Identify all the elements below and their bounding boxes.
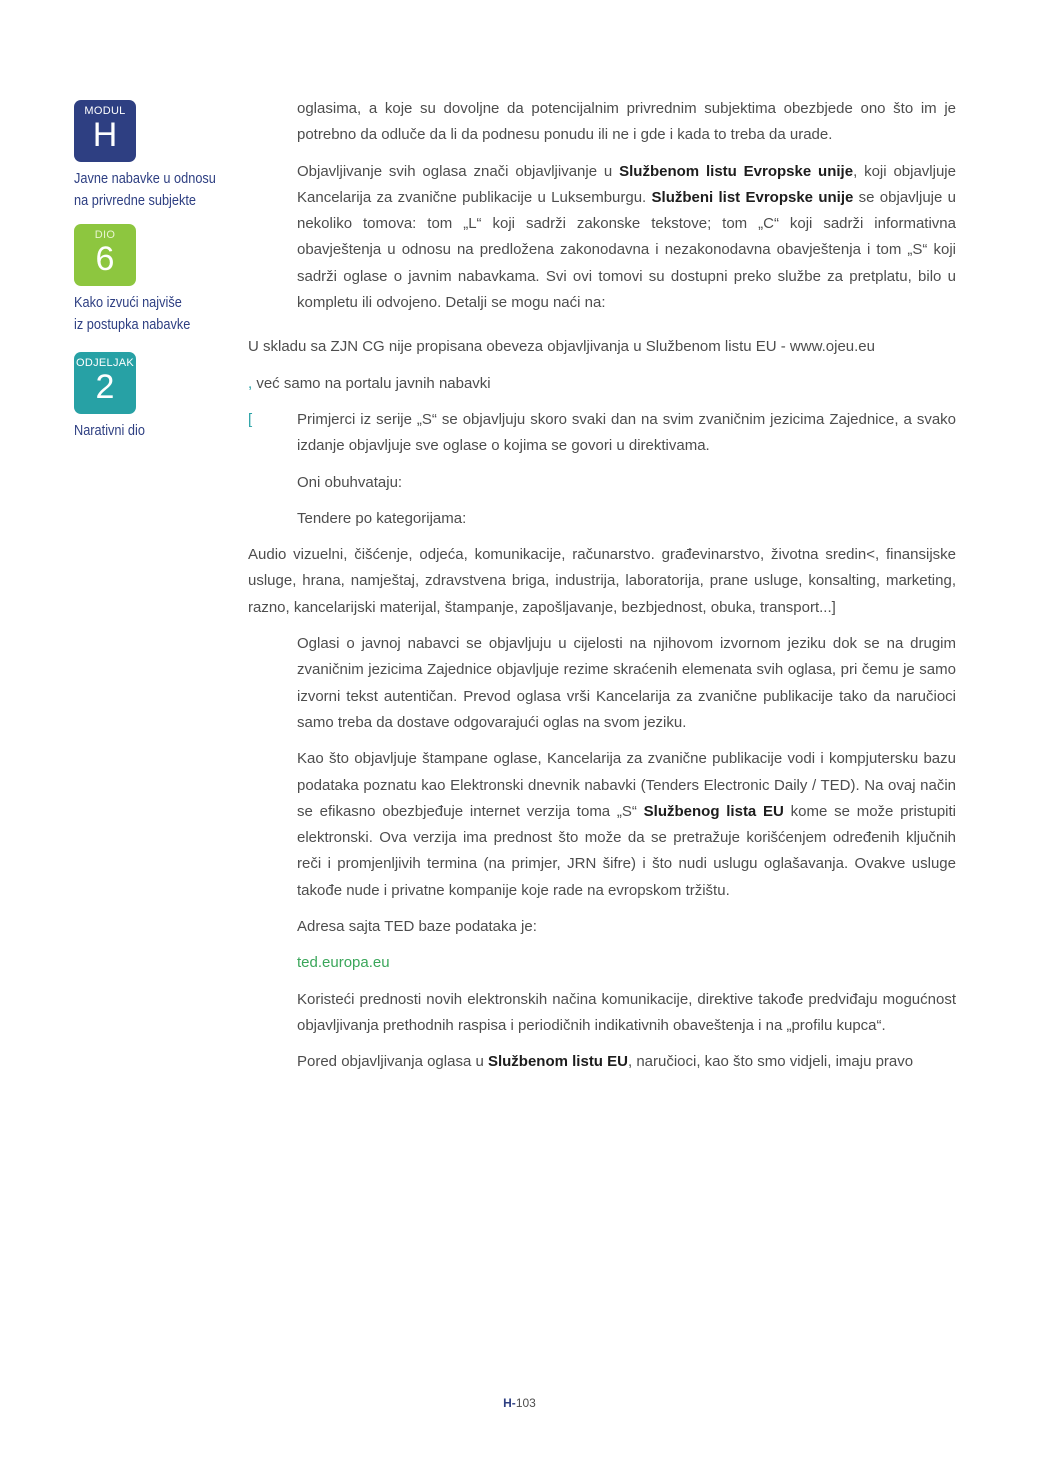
odjeljak-badge xyxy=(74,352,136,414)
paragraph-2-bold-2: Službeni list Evropske unije xyxy=(651,188,854,206)
modul-badge-letter: H xyxy=(92,116,118,154)
footer-prefix: H- xyxy=(503,1396,516,1410)
ted-link-row xyxy=(248,950,956,976)
sidebar xyxy=(74,100,244,442)
modul-badge-caption: MODUL xyxy=(84,105,126,117)
modul-label xyxy=(74,168,224,212)
paragraph-8: Audio vizuelni, čišćenje, odjeća, komunikacije, računarstvo. građevinarstvo, životna sredin<, finansijske usluge, hrana, namještaj, zdravstvena briga, industrija, laboratorija, prane usluge, konsalting, marketing, razno, kancelarijski materijal, štampanje, zapošljavanje, bezbjednost, obuka, transport...] xyxy=(248,546,956,616)
bracket-block xyxy=(248,407,956,460)
page-footer xyxy=(0,1396,1039,1410)
paragraph-11: Adresa sajta TED baze podataka je: xyxy=(297,918,537,936)
dio-label-line-2: iz postupka nabavke xyxy=(74,317,191,333)
odjeljak-badge-caption: ODJELJAK xyxy=(75,357,135,369)
paragraph-2 xyxy=(248,159,956,317)
dio-badge-caption: DIO xyxy=(94,229,116,241)
paragraph-5: Primjerci iz serije „S“ se objavljuju skoro svaki dan na svim zvaničnim jezicima Zajednice, a svako izdanje objavljuje sve oglase o kojima se govori u direktivama. xyxy=(297,410,956,455)
paragraph-3: U skladu sa ZJN CG nije propisana obeveza objavljivanja u Službenom listu EU - www.ojeu.eu xyxy=(248,338,875,356)
paragraph-10-bold: Službenog lista EU xyxy=(643,802,784,820)
modul-badge xyxy=(74,100,136,162)
ted-link[interactable]: ted.europa.eu xyxy=(297,954,390,972)
paragraph-4 xyxy=(248,371,956,397)
dio-label xyxy=(74,292,224,336)
paragraph-1: oglasima, a koje su dovoljne da potencijalnim privrednim subjektima obezbjede ono što im je potrebno da odluče da li da podnesu ponudu ili ne i gde i kada to treba da urade. xyxy=(297,100,956,144)
paragraph-2-text-a: Objavljivanje svih oglasa znači objavljivanje u xyxy=(297,162,620,180)
paragraph-9: Oglasi o javnoj nabavci se objavljuju u cijelosti na njihovom izvornom jeziku dok se na drugim zvaničnim jezicima Zajednice objavljuje rezime skraćenih elemenata svih oglasa, pri čemu je samo izvorni tekst autentičan. Prevod oglasa vrši Kancelarija za zvanične publikacije tako da naručioci samo treba da dostave odgovarajući oglas na svom jeziku. xyxy=(297,635,956,731)
paragraph-7: Tendere po kategorijama: xyxy=(297,509,467,527)
dio-label-line-1: Kako izvući najviše xyxy=(74,295,182,311)
paragraph-2-bold-1: Službenom listu Evropske unije xyxy=(619,162,854,180)
paragraph-6: Oni obuhvataju: xyxy=(297,473,403,491)
paragraph-14-bold: Službenom listu EU xyxy=(487,1053,628,1071)
page-number: 103 xyxy=(515,1396,536,1410)
paragraph-14-text-a: Pored objavljivanja oglasa u xyxy=(297,1053,488,1071)
paragraph-4-comma: , xyxy=(248,374,253,392)
dio-badge xyxy=(74,224,136,286)
paragraph-10-text-a: Kao što objavljuje štampane oglase, Kancelarija za zvanične publikacije vodi i kompjutersku bazu podataka poznatu kao Elektronski dnevnik nabavki (Tenders Electronic Daily / TED). Na ovaj način se efikasno obezbjeđuje internet verzija toma „S“ xyxy=(297,750,956,820)
paragraph-10-text-c: kome se može pristupiti elektronski. Ova verzija ima prednost što može da se pretražuje korišćenjem određenih ključnih reči i promjenljivih termina (na primjer, JRN šifre) i što nudi uslugu oglašavanja. Ovakve usluge takođe nude i privatne kompanije koje rade na evropskom tržištu. xyxy=(297,802,956,899)
odjeljak-label-line-1: Narativni dio xyxy=(74,423,145,439)
modul-label-line-1: Javne nabavke u odnosu xyxy=(74,171,216,187)
dio-badge-number: 6 xyxy=(95,240,115,278)
paragraph-13: Koristeći prednosti novih elektronskih načina komunikacije, direktive takođe predviđaju mogućnost objavljivanja prethodnih raspisa i periodičnih indikativnih obaveštenja i na „profilu kupca“. xyxy=(297,990,956,1034)
paragraph-14-text-c: , naručioci, kao što smo vidjeli, imaju pravo xyxy=(627,1053,914,1071)
paragraph-2-text-d: se objavljuje u nekoliko tomova: tom „L“ koji sadrži zakonske tekstove; tom „C“ koji sadrži informativna obavještenja u odnosu na predložena zakonodavna i nezakonodavna obavještenja i tom „S“ koji sadrži oglase o javnim nabavkama. Svi ovi tomovi su dostupni preko službe za pretplatu, bilo u kompletu ili odvojeno. Detalji se mogu naći na: xyxy=(297,188,956,312)
paragraph-14 xyxy=(248,1049,956,1075)
modul-label-line-2: na privredne subjekte xyxy=(74,193,197,209)
paragraph-10 xyxy=(248,746,956,904)
main-text xyxy=(248,96,956,1086)
open-bracket: [ xyxy=(248,410,253,428)
paragraph-2-text-c: , koji objavljuje Kancelarija za zvanične publikacije u Luksemburgu. xyxy=(297,162,956,206)
odjeljak-label xyxy=(74,420,224,442)
odjeljak-badge-number: 2 xyxy=(95,368,115,406)
paragraph-4-text: već samo na portalu javnih nabavki xyxy=(252,374,491,392)
